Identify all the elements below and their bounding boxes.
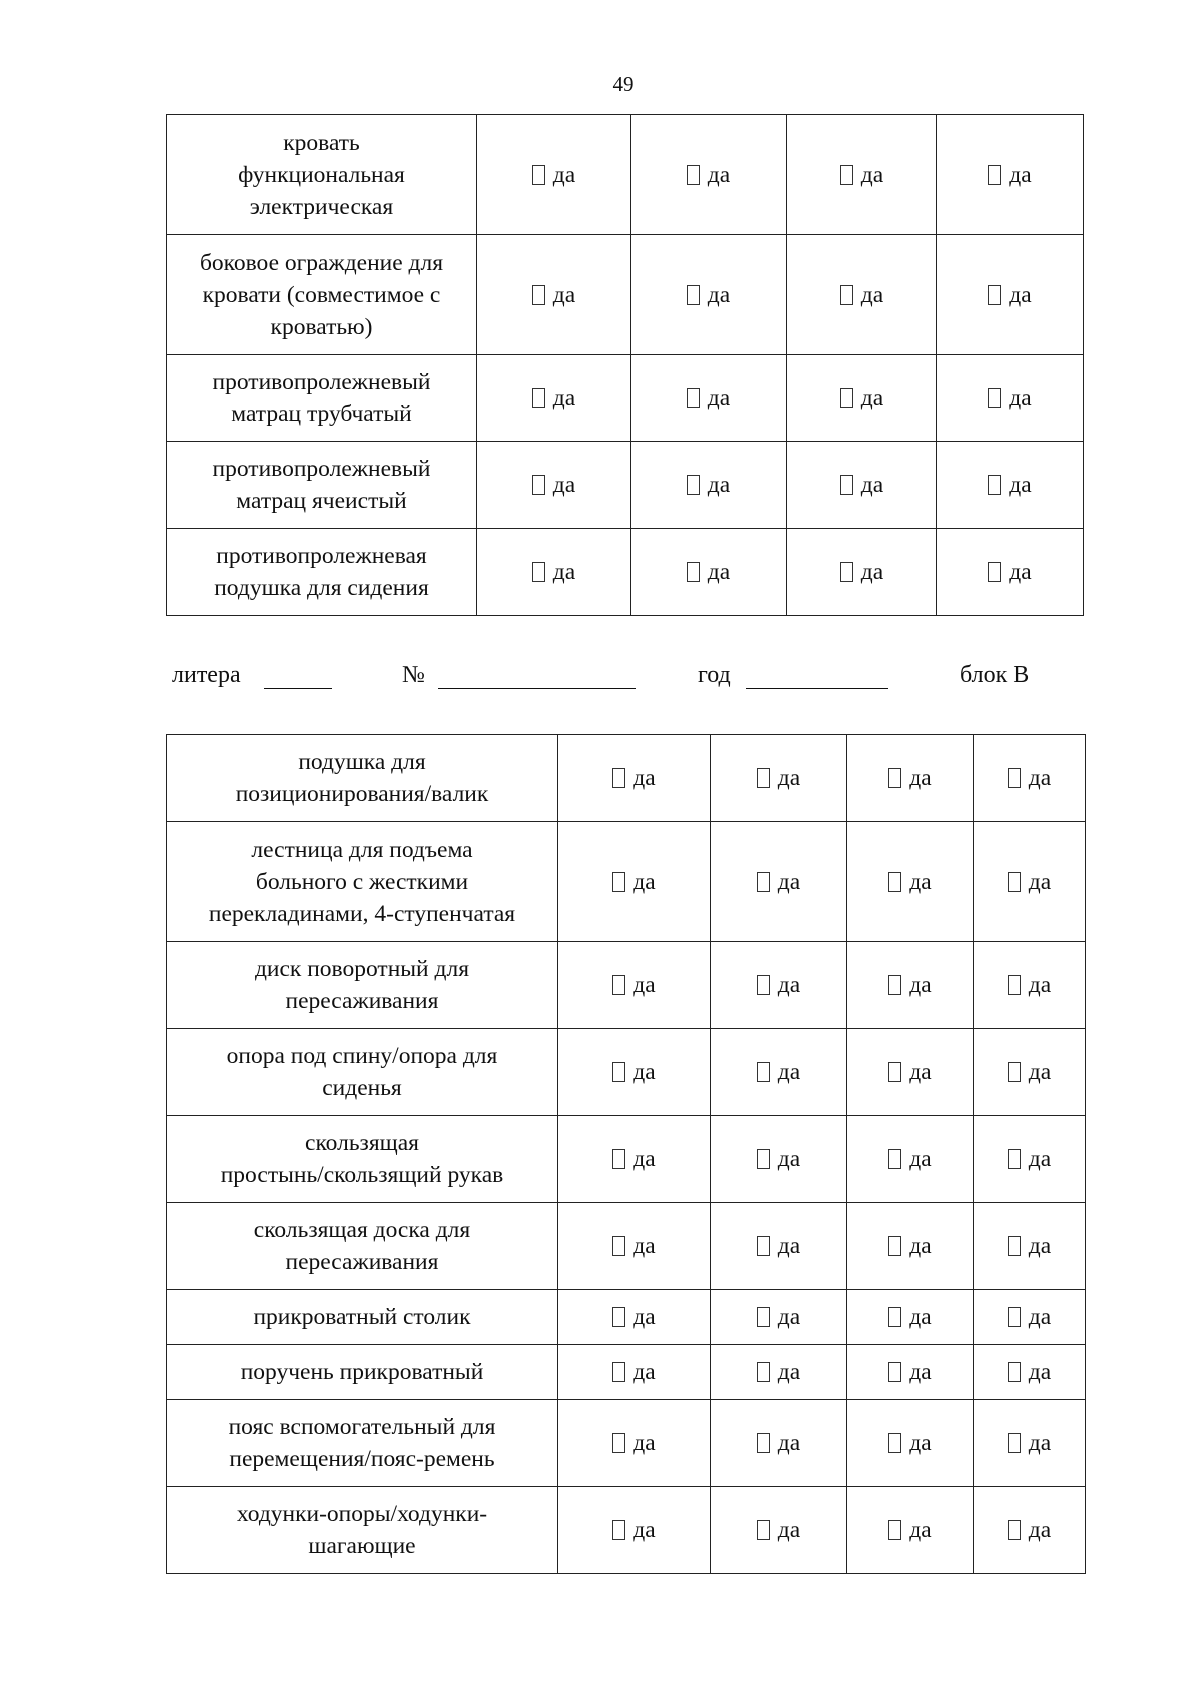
checkbox-cell[interactable]	[847, 1116, 974, 1203]
table-row	[167, 355, 1084, 442]
checkbox-icon[interactable]	[1008, 1520, 1021, 1540]
checkbox-cell[interactable]	[787, 235, 937, 355]
checkbox-icon[interactable]	[888, 1236, 901, 1256]
checkbox-icon[interactable]	[687, 475, 700, 495]
checkbox-icon[interactable]	[888, 872, 901, 892]
number-label: №	[402, 662, 425, 688]
checkbox-label: да	[1028, 868, 1052, 895]
checkbox-cell[interactable]	[711, 1116, 847, 1203]
table-row	[167, 1029, 1086, 1116]
checkbox-cell[interactable]	[974, 1029, 1086, 1116]
checkbox-label: да	[1009, 281, 1032, 308]
checkbox-label: да	[1028, 1304, 1052, 1330]
item-label: лестница для подъема больного с жесткими перекладинами, 4-ступенчатая	[167, 822, 558, 942]
checkbox-label: да	[633, 765, 656, 791]
checkbox-icon[interactable]	[612, 1062, 625, 1082]
item-label: ходунки-опоры/ходунки- шагающие	[167, 1487, 558, 1574]
table-row	[167, 1400, 1086, 1487]
checkbox-cell[interactable]	[711, 1400, 847, 1487]
checkbox-cell[interactable]	[477, 235, 631, 355]
checkbox-label: да	[777, 972, 801, 998]
checkbox-label: да	[633, 1146, 656, 1172]
checkbox-cell[interactable]	[937, 115, 1084, 235]
checkbox-cell[interactable]	[974, 1290, 1086, 1345]
checkbox-label: да	[909, 1359, 932, 1385]
checkbox-icon[interactable]	[988, 165, 1001, 185]
checkbox-icon[interactable]	[1008, 1433, 1021, 1453]
checkbox-icon[interactable]	[888, 1362, 901, 1382]
checkbox-cell[interactable]	[711, 1345, 847, 1400]
checkbox-cell[interactable]	[847, 1487, 974, 1574]
checkbox-icon[interactable]	[888, 1520, 901, 1540]
checkbox-cell[interactable]	[847, 1400, 974, 1487]
checkbox-label: да	[633, 1304, 656, 1330]
checkbox-icon[interactable]	[1008, 872, 1021, 892]
checkbox-cell[interactable]	[847, 1029, 974, 1116]
checkbox-cell[interactable]	[631, 115, 787, 235]
checkbox-label: да	[909, 1059, 932, 1085]
checkbox-icon[interactable]	[757, 872, 770, 892]
checkbox-label: да	[633, 1359, 656, 1385]
checkbox-cell[interactable]	[847, 1345, 974, 1400]
checkbox-icon[interactable]	[612, 1307, 625, 1327]
checkbox-icon[interactable]	[687, 165, 700, 185]
table-row	[167, 735, 1086, 822]
checkbox-icon[interactable]	[757, 1520, 770, 1540]
checkbox-icon[interactable]	[757, 1062, 770, 1082]
checkbox-label: да	[707, 161, 731, 188]
checkbox-label: да	[1028, 1517, 1052, 1543]
checkbox-label: да	[1028, 972, 1052, 998]
checkbox-cell[interactable]	[558, 1345, 711, 1400]
checkbox-cell[interactable]	[558, 942, 711, 1029]
checkbox-label: да	[633, 1059, 656, 1085]
checkbox-label: да	[909, 1517, 932, 1543]
checkbox-icon[interactable]	[757, 1236, 770, 1256]
item-label: диск поворотный для пересаживания	[167, 942, 558, 1029]
checkbox-label: да	[633, 1517, 656, 1543]
table-row	[167, 1290, 1086, 1345]
checkbox-cell[interactable]	[631, 235, 787, 355]
checkbox-label: да	[1009, 472, 1032, 498]
litera-field[interactable]	[264, 688, 332, 689]
checkbox-cell[interactable]	[631, 529, 787, 616]
checkbox-label: да	[552, 161, 576, 188]
checkbox-icon[interactable]	[612, 1149, 625, 1169]
checkbox-icon[interactable]	[988, 285, 1001, 305]
checkbox-cell[interactable]	[787, 442, 937, 529]
checkbox-icon[interactable]	[687, 562, 700, 582]
checkbox-icon[interactable]	[612, 872, 625, 892]
checkbox-cell[interactable]	[558, 822, 711, 942]
checkbox-cell[interactable]	[847, 822, 974, 942]
checkbox-cell[interactable]	[477, 442, 631, 529]
checkbox-icon[interactable]	[612, 1520, 625, 1540]
checkbox-label: да	[777, 1146, 801, 1172]
checkbox-label: да	[1009, 161, 1032, 188]
checkbox-cell[interactable]	[558, 1203, 711, 1290]
checkbox-cell[interactable]	[787, 115, 937, 235]
item-label: противопролежневый матрац трубчатый	[167, 355, 477, 442]
checkbox-cell[interactable]	[974, 822, 1086, 942]
checkbox-label: да	[860, 385, 884, 411]
item-label: поручень прикроватный	[167, 1345, 558, 1400]
checkbox-icon[interactable]	[612, 1362, 625, 1382]
checkbox-cell[interactable]	[937, 235, 1084, 355]
table-row	[167, 1116, 1086, 1203]
checkbox-cell[interactable]	[631, 355, 787, 442]
item-label: противопролежневая подушка для сидения	[167, 529, 477, 616]
checkbox-label: да	[777, 1430, 801, 1456]
checkbox-icon[interactable]	[532, 388, 545, 408]
checkbox-icon[interactable]	[612, 975, 625, 995]
checkbox-label: да	[909, 972, 932, 998]
checkbox-icon[interactable]	[988, 475, 1001, 495]
checkbox-label: да	[1009, 559, 1032, 585]
checkbox-cell[interactable]	[787, 355, 937, 442]
item-label: противопролежневый матрац ячеистый	[167, 442, 477, 529]
equipment-table-b	[166, 734, 1086, 1574]
checkbox-label: да	[633, 1233, 656, 1259]
checkbox-label: да	[707, 472, 731, 498]
document-meta-line	[0, 656, 1200, 696]
checkbox-label: да	[909, 1233, 932, 1259]
checkbox-label: да	[909, 1304, 932, 1330]
checkbox-label: да	[633, 972, 656, 998]
checkbox-label: да	[707, 385, 731, 411]
equipment-table-a	[166, 114, 1084, 616]
checkbox-cell[interactable]	[974, 1487, 1086, 1574]
checkbox-icon[interactable]	[1008, 1149, 1021, 1169]
checkbox-cell[interactable]	[974, 1203, 1086, 1290]
table-b-body	[167, 735, 1086, 1574]
checkbox-icon[interactable]	[532, 165, 545, 185]
checkbox-label: да	[552, 559, 576, 585]
checkbox-icon[interactable]	[840, 165, 853, 185]
checkbox-icon[interactable]	[532, 475, 545, 495]
checkbox-icon[interactable]	[757, 975, 770, 995]
checkbox-label: да	[909, 868, 932, 895]
checkbox-icon[interactable]	[612, 1433, 625, 1453]
checkbox-icon[interactable]	[687, 388, 700, 408]
checkbox-cell[interactable]	[847, 735, 974, 822]
checkbox-cell[interactable]	[477, 529, 631, 616]
checkbox-label: да	[860, 559, 884, 585]
checkbox-cell[interactable]	[711, 1290, 847, 1345]
checkbox-label: да	[777, 1517, 801, 1543]
checkbox-label: да	[707, 281, 731, 308]
item-label: скользящая доска для пересаживания	[167, 1203, 558, 1290]
checkbox-cell[interactable]	[711, 735, 847, 822]
checkbox-cell[interactable]	[711, 822, 847, 942]
item-label: опора под спину/опора для сиденья	[167, 1029, 558, 1116]
checkbox-cell[interactable]	[711, 1203, 847, 1290]
checkbox-icon[interactable]	[1008, 1307, 1021, 1327]
checkbox-label: да	[777, 1233, 801, 1259]
checkbox-label: да	[860, 281, 884, 308]
block-label: блок В	[960, 662, 1030, 688]
checkbox-label: да	[1028, 1059, 1052, 1085]
checkbox-icon[interactable]	[757, 1433, 770, 1453]
page-number: 49	[612, 72, 634, 96]
table-a-body	[167, 115, 1084, 616]
table-row	[167, 942, 1086, 1029]
checkbox-icon[interactable]	[757, 1307, 770, 1327]
table-row	[167, 529, 1084, 616]
checkbox-icon[interactable]	[888, 768, 901, 788]
checkbox-icon[interactable]	[840, 475, 853, 495]
checkbox-cell[interactable]	[937, 355, 1084, 442]
checkbox-cell[interactable]	[558, 1400, 711, 1487]
checkbox-icon[interactable]	[888, 975, 901, 995]
checkbox-cell[interactable]	[974, 942, 1086, 1029]
checkbox-cell[interactable]	[787, 529, 937, 616]
checkbox-label: да	[1028, 1359, 1052, 1385]
checkbox-cell[interactable]	[631, 442, 787, 529]
checkbox-icon[interactable]	[612, 768, 625, 788]
checkbox-label: да	[777, 1059, 801, 1085]
checkbox-label: да	[860, 472, 884, 498]
checkbox-label: да	[909, 1430, 932, 1456]
item-label: скользящая простынь/скользящий рукав	[167, 1116, 558, 1203]
number-field[interactable]	[438, 688, 636, 689]
checkbox-icon[interactable]	[757, 768, 770, 788]
table-row	[167, 235, 1084, 355]
checkbox-icon[interactable]	[840, 562, 853, 582]
checkbox-cell[interactable]	[937, 529, 1084, 616]
checkbox-label: да	[1028, 765, 1052, 791]
checkbox-cell[interactable]	[477, 355, 631, 442]
table-row	[167, 1487, 1086, 1574]
year-field[interactable]	[746, 688, 888, 689]
checkbox-cell[interactable]	[558, 1116, 711, 1203]
checkbox-icon[interactable]	[840, 285, 853, 305]
checkbox-cell[interactable]	[937, 442, 1084, 529]
checkbox-label: да	[633, 1430, 656, 1456]
checkbox-cell[interactable]	[847, 942, 974, 1029]
litera-label: литера	[172, 662, 241, 688]
table-row	[167, 1345, 1086, 1400]
checkbox-cell[interactable]	[558, 735, 711, 822]
item-label: пояс вспомогательный для перемещения/пояс-ремень	[167, 1400, 558, 1487]
checkbox-label: да	[1028, 1430, 1052, 1456]
checkbox-icon[interactable]	[532, 285, 545, 305]
checkbox-cell[interactable]	[847, 1203, 974, 1290]
checkbox-label: да	[1028, 1233, 1052, 1259]
checkbox-icon[interactable]	[888, 1307, 901, 1327]
checkbox-label: да	[777, 868, 801, 895]
table-row	[167, 442, 1084, 529]
checkbox-label: да	[552, 385, 576, 411]
checkbox-cell[interactable]	[847, 1290, 974, 1345]
checkbox-label: да	[707, 559, 731, 585]
year-label: год	[698, 662, 731, 688]
checkbox-label: да	[777, 1304, 801, 1330]
table-row	[167, 822, 1086, 942]
checkbox-icon[interactable]	[757, 1149, 770, 1169]
checkbox-cell[interactable]	[974, 735, 1086, 822]
item-label: кровать функциональная электрическая	[167, 115, 477, 235]
checkbox-icon[interactable]	[532, 562, 545, 582]
checkbox-label: да	[633, 868, 656, 895]
item-label: подушка для позиционирования/валик	[167, 735, 558, 822]
checkbox-label: да	[909, 1146, 932, 1172]
checkbox-label: да	[860, 161, 884, 188]
checkbox-label: да	[1028, 1146, 1052, 1172]
checkbox-cell[interactable]	[711, 1029, 847, 1116]
item-label: прикроватный столик	[167, 1290, 558, 1345]
checkbox-cell[interactable]	[974, 1116, 1086, 1203]
checkbox-label: да	[909, 765, 932, 791]
checkbox-icon[interactable]	[1008, 975, 1021, 995]
checkbox-cell[interactable]	[711, 1487, 847, 1574]
table-row	[167, 115, 1084, 235]
checkbox-icon[interactable]	[888, 1062, 901, 1082]
checkbox-icon[interactable]	[840, 388, 853, 408]
checkbox-icon[interactable]	[888, 1433, 901, 1453]
checkbox-label: да	[777, 765, 801, 791]
checkbox-label: да	[552, 281, 576, 308]
checkbox-cell[interactable]	[477, 115, 631, 235]
checkbox-icon[interactable]	[1008, 1062, 1021, 1082]
checkbox-icon[interactable]	[1008, 768, 1021, 788]
table-row	[167, 1203, 1086, 1290]
checkbox-label: да	[777, 1359, 801, 1385]
checkbox-cell[interactable]	[558, 1029, 711, 1116]
checkbox-icon[interactable]	[988, 562, 1001, 582]
checkbox-label: да	[552, 472, 576, 498]
checkbox-icon[interactable]	[612, 1236, 625, 1256]
checkbox-cell[interactable]	[558, 1487, 711, 1574]
checkbox-icon[interactable]	[1008, 1362, 1021, 1382]
checkbox-icon[interactable]	[888, 1149, 901, 1169]
item-label: боковое ограждение для кровати (совместимое с кроватью)	[167, 235, 477, 355]
checkbox-icon[interactable]	[988, 388, 1001, 408]
checkbox-cell[interactable]	[558, 1290, 711, 1345]
checkbox-icon[interactable]	[757, 1362, 770, 1382]
checkbox-cell[interactable]	[974, 1345, 1086, 1400]
checkbox-label: да	[1009, 385, 1032, 411]
checkbox-cell[interactable]	[711, 942, 847, 1029]
checkbox-icon[interactable]	[1008, 1236, 1021, 1256]
checkbox-cell[interactable]	[974, 1400, 1086, 1487]
checkbox-icon[interactable]	[687, 285, 700, 305]
